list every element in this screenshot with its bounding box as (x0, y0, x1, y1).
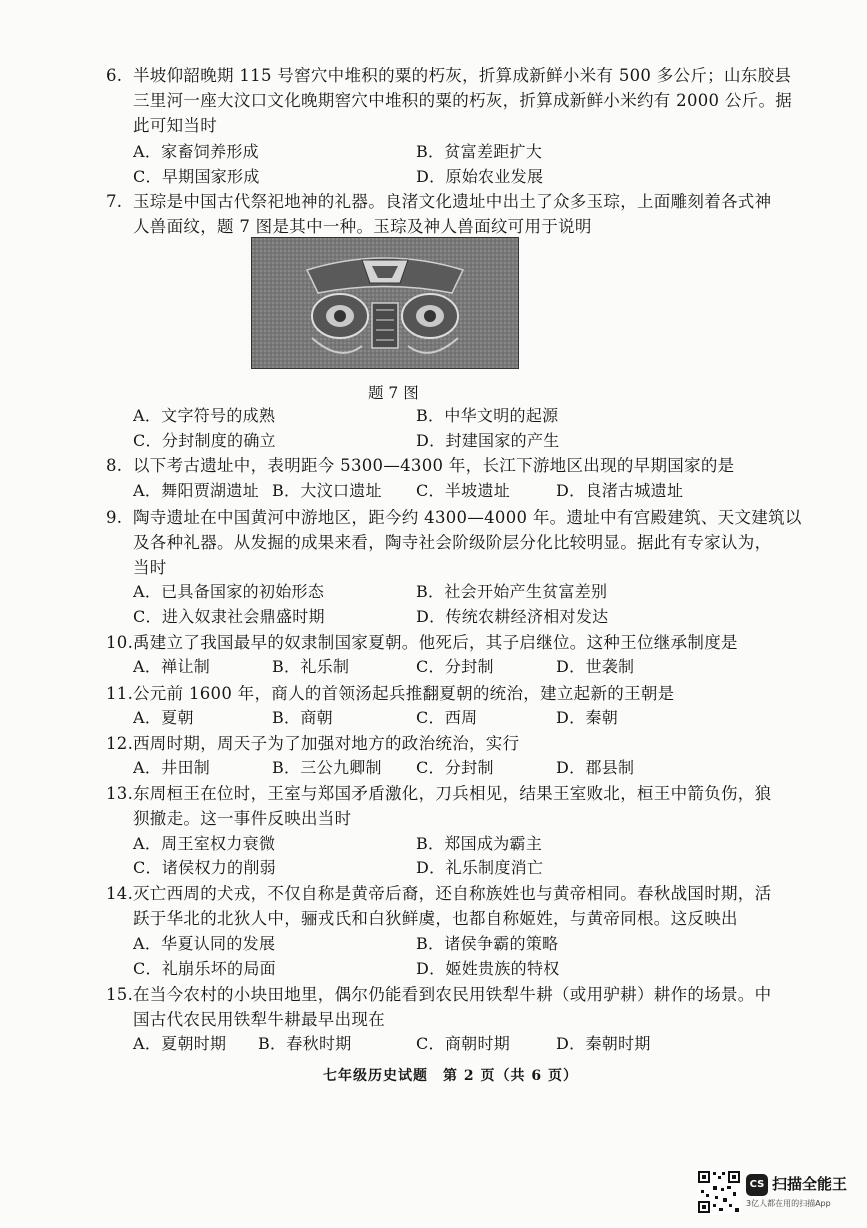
question-text: 狈撤走。这一事件反映出当时 (133, 809, 352, 828)
option-b: B．诸侯争霸的策略 (416, 934, 559, 953)
option-b: B．郑国成为霸主 (416, 834, 543, 853)
question-text: 禹建立了我国最早的奴隶制国家夏朝。他死后，其子启继位。这种王位继承制度是 (133, 633, 738, 652)
question-number: 15. (106, 985, 134, 1004)
page-footer: 七年级历史试题 第 2 页（共 6 页） (323, 1068, 578, 1084)
option-b: B．礼乐制 (272, 657, 350, 676)
option-d: D．秦朝时期 (556, 1034, 651, 1053)
question-number: 10. (106, 633, 134, 652)
option-a: A．井田制 (133, 758, 211, 777)
option-a: A．家畜饲养形成 (133, 142, 259, 161)
option-c: C．商朝时期 (416, 1034, 511, 1053)
option-a: A．周王室权力衰微 (133, 834, 276, 853)
question-text: 在当今农村的小块田地里，偶尔仍能看到农民用铁犁牛耕（或用驴耕）耕作的场景。中 (133, 985, 772, 1004)
question-13 (106, 781, 846, 831)
question-text: 三里河一座大汶口文化晚期窖穴中堆积的粟的朽灰，折算成新鲜小米约有 2000 公斤。据 (133, 91, 793, 110)
option-d: D．传统农耕经济相对发达 (416, 607, 609, 626)
option-c: C．进入奴隶社会鼎盛时期 (133, 607, 325, 626)
question-text: 当时 (133, 558, 167, 577)
option-c: C．礼崩乐坏的局面 (133, 959, 276, 978)
question-text: 玉琮是中国古代祭祀地神的礼器。良渚文化遗址中出土了众多玉琮，上面雕刻着各式神 (133, 192, 772, 211)
option-b: B．社会开始产生贫富差别 (416, 582, 608, 601)
option-d: D．秦朝 (556, 708, 619, 727)
option-a: A．禅让制 (133, 657, 211, 676)
option-d: D．姬姓贵族的特权 (416, 959, 560, 978)
qr-code-icon (697, 1170, 741, 1214)
option-b: B．商朝 (272, 708, 333, 727)
option-d: D．封建国家的产生 (416, 431, 560, 450)
question-number: 13. (106, 784, 134, 803)
option-a: A．夏朝时期 (133, 1034, 227, 1053)
option-a: A．夏朝 (133, 708, 194, 727)
option-b: B．中华文明的起源 (416, 406, 559, 425)
question-number: 6. (106, 66, 123, 85)
question-text: 国古代农民用铁犁牛耕最早出现在 (133, 1010, 385, 1029)
option-d: D．世袭制 (556, 657, 635, 676)
camscanner-logo: CS (746, 1174, 768, 1196)
question-text: 东周桓王在位时，王室与郑国矛盾激化，刀兵相见，结果王室败北，桓王中箭负伤，狼 (133, 784, 772, 803)
option-d: D．郡县制 (556, 758, 635, 777)
jade-cong-mask-figure (251, 237, 519, 369)
option-b: B．春秋时期 (258, 1034, 352, 1053)
question-text: 跃于华北的北狄人中，骊戎氏和白狄鲜虞，也都自称姬姓，与黄帝同根。这反映出 (133, 909, 738, 928)
question-text: 陶寺遗址在中国黄河中游地区，距今约 4300—4000 年。遗址中有宫殿建筑、天文建筑以 (133, 508, 802, 527)
question-number: 7. (106, 192, 123, 211)
camscanner-tagline: 3亿人都在用的扫描App (746, 1199, 831, 1208)
option-a: A．舞阳贾湖遗址 (133, 481, 259, 500)
question-number: 9. (106, 508, 123, 527)
question-text: 此可知当时 (133, 116, 217, 135)
question-number: 8. (106, 456, 123, 475)
option-d: D．良渚古城遗址 (556, 481, 684, 500)
question-9 (106, 505, 846, 580)
question-14 (106, 881, 846, 931)
question-7 (106, 189, 846, 239)
question-text: 半坡仰韶晚期 115 号窖穴中堆积的粟的朽灰，折算成新鲜小米有 500 多公斤；山东胶县 (133, 66, 792, 85)
option-b: B．大汶口遗址 (272, 481, 382, 500)
jade-cong-mask-image (252, 238, 518, 368)
question-text: 灭亡西周的犬戎，不仅自称是黄帝后裔，还自称族姓也与黄帝相同。春秋战国时期，活 (133, 884, 772, 903)
option-c: C．早期国家形成 (133, 167, 260, 186)
option-c: C．诸侯权力的削弱 (133, 858, 276, 877)
option-c: C．分封制 (416, 758, 494, 777)
question-6 (106, 63, 846, 138)
figure-caption: 题 7 图 (368, 384, 419, 402)
question-text: 及各种礼器。从发掘的成果来看，陶寺社会阶级阶层分化比较明显。据此有专家认为， (133, 533, 772, 552)
option-c: C．半坡遗址 (416, 481, 511, 500)
option-a: A．已具备国家的初始形态 (133, 582, 325, 601)
question-number: 12. (106, 734, 134, 753)
option-c: C．分封制 (416, 657, 494, 676)
question-text: 以下考古遗址中，表明距今 5300—4300 年，长江下游地区出现的早期国家的是 (133, 456, 735, 475)
question-11 (106, 681, 846, 706)
option-a: A．华夏认同的发展 (133, 934, 276, 953)
question-number: 14. (106, 884, 134, 903)
option-b: B．三公九卿制 (272, 758, 382, 777)
camscanner-brand: 扫描全能王 (772, 1175, 848, 1193)
option-c: C．西周 (416, 708, 478, 727)
option-d: D．原始农业发展 (416, 167, 544, 186)
option-a: A．文字符号的成熟 (133, 406, 276, 425)
question-number: 11. (106, 684, 134, 703)
question-text: 人兽面纹，题 7 图是其中一种。玉琮及神人兽面纹可用于说明 (133, 217, 592, 236)
question-8 (106, 453, 846, 478)
question-12 (106, 731, 846, 756)
question-text: 公元前 1600 年，商人的首领汤起兵推翻夏朝的统治，建立起新的王朝是 (133, 684, 675, 703)
option-c: C．分封制度的确立 (133, 431, 276, 450)
option-b: B．贫富差距扩大 (416, 142, 543, 161)
question-text: 西周时期，周天子为了加强对地方的政治统治，实行 (133, 734, 520, 753)
question-15 (106, 982, 846, 1032)
option-d: D．礼乐制度消亡 (416, 858, 544, 877)
question-10 (106, 630, 846, 655)
